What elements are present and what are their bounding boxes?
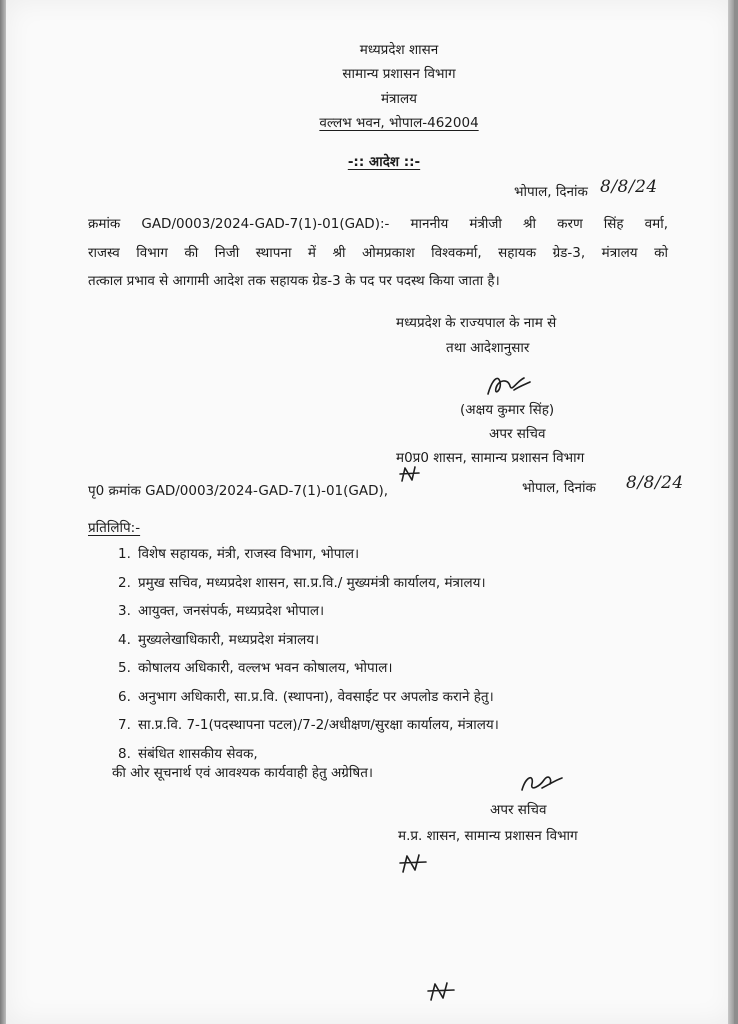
- list-item: 8. संबंधित शासकीय सेवक,: [118, 745, 258, 762]
- authority-line-1: मध्यप्रदेश के राज्यपाल के नाम से: [396, 315, 557, 331]
- order-date-label: भोपाल, दिनांक: [514, 184, 588, 200]
- signature-mark: [484, 372, 534, 400]
- footer-designation: अपर सचिव: [490, 802, 547, 818]
- order-title: -:: आदेश ::-: [347, 154, 421, 170]
- list-item: 3. आयुक्त, जनसंपर्क, मध्यप्रदेश भोपाल।: [118, 603, 325, 619]
- scan-shadow-right: [728, 0, 734, 1024]
- header-department: सामान्य प्रशासन विभाग: [342, 66, 456, 82]
- endorsement-date-label: भोपाल, दिनांक: [522, 480, 596, 496]
- initial-mark: [399, 465, 421, 483]
- order-date-handwritten: 8/8/24: [600, 177, 658, 197]
- bottom-initial-mark: [426, 980, 456, 1002]
- header-address: वल्लभ भवन, भोपाल-462004: [319, 115, 479, 131]
- footer-office: म.प्र. शासन, सामान्य प्रशासन विभाग: [398, 828, 578, 844]
- endorsement-number: पृ0 क्रमांक GAD/0003/2024-GAD-7(1)-01(GAD),: [88, 483, 389, 499]
- copy-to-heading: प्रतिलिपि:-: [88, 520, 141, 536]
- list-item: 4. मुख्यलेखाधिकारी, मध्यप्रदेश मंत्रालय।: [118, 631, 320, 648]
- signatory-designation: अपर सचिव: [489, 426, 546, 442]
- list-item: 1. विशेष सहायक, मंत्री, राजस्व विभाग, भोपाल।: [118, 546, 360, 562]
- copy-to-closing: की ओर सूचनार्थ एवं आवश्यक कार्यवाही हेतु अग्रेषित।: [112, 765, 374, 781]
- footer-signature-mark: [518, 770, 564, 796]
- header-government: मध्यप्रदेश शासन: [359, 42, 439, 58]
- endorsement-date-handwritten: 8/8/24: [626, 473, 684, 493]
- copy-to-list: [118, 545, 499, 773]
- signatory-office: म0प्र0 शासन, सामान्य प्रशासन विभाग: [396, 450, 585, 466]
- authority-line-2: तथा आदेशानुसार: [446, 340, 530, 356]
- order-body-line-3: तत्काल प्रभाव से आगामी आदेश तक सहायक ग्रेड-3 के पद पर पदस्थ किया जाता है।: [88, 273, 500, 289]
- document-page: [6, 0, 734, 1024]
- signatory-name: (अक्षय कुमार सिंह): [460, 402, 555, 418]
- order-body-line-2: राजस्व विभाग की निजी स्थापना में श्री ओमप्रकाश विश्वकर्मा, सहायक ग्रेड-3, मंत्रालय को: [88, 245, 668, 261]
- header-ministry: मंत्रालय: [380, 91, 417, 107]
- footer-initial-mark: [398, 852, 428, 874]
- list-item: 2. प्रमुख सचिव, मध्यप्रदेश शासन, सा.प्र.वि./ मुख्यमंत्री कार्यालय, मंत्रालय।: [118, 574, 486, 591]
- list-item: 5. कोषालय अधिकारी, वल्लभ भवन कोषालय, भोपाल।: [118, 660, 393, 676]
- list-item: 7. सा.प्र.वि. 7-1(पदस्थापना पटल)/7-2/अधीक्षण/सुरक्षा कार्यालय, मंत्रालय।: [118, 717, 499, 733]
- list-item: 6. अनुभाग अधिकारी, सा.प्र.वि. (स्थापना), वेवसाईट पर अपलोड कराने हेतु।: [118, 688, 494, 705]
- order-body-line-1: क्रमांक GAD/0003/2024-GAD-7(1)-01(GAD):- माननीय मंत्रीजी श्री करण सिंह वर्मा,: [88, 216, 668, 232]
